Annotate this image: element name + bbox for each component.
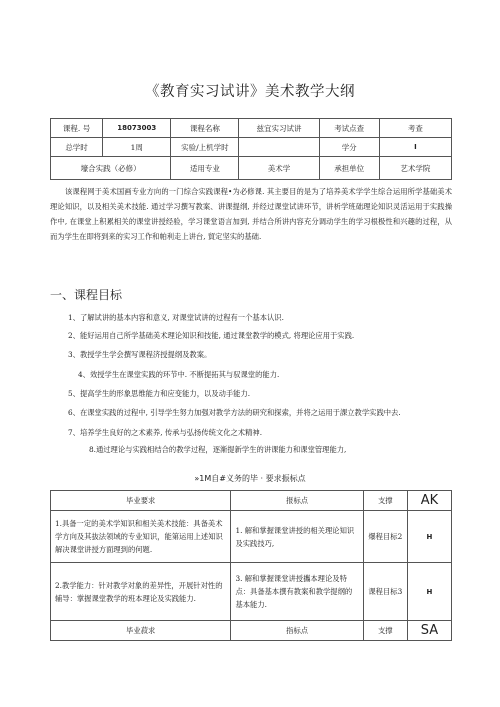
- course-info-table: [50, 118, 452, 180]
- hours-value: 1周: [103, 138, 171, 157]
- header-indicator: 报标点: [231, 491, 363, 511]
- lab-label: 实验/上机学时: [171, 138, 239, 157]
- goal-item: 3、教授学生学会撰写课程济授提纲及教案。: [68, 350, 212, 359]
- requirement-cell: 2.教学能力：针对教学对象的差异性，开展针对性的辅导：掌握课堂教学的班本理论及实践能力.: [51, 563, 231, 621]
- indicator-cell: 3. 解和掌握课堂讲授攜本理论及特点：具备基本撰有教案和教学提纲的基本能力.: [231, 563, 363, 621]
- exam-label: 考试点查: [319, 119, 379, 138]
- level-cell: H: [407, 563, 451, 621]
- level-cell: H: [407, 511, 451, 563]
- goal-item: 8.通过理论与实践相结合的教学过程，逐渐提新学生的讲课能力和课堂管理能力,: [89, 445, 347, 454]
- header-support: 支撑: [363, 491, 407, 511]
- goal-item: 6、在课堂实践的过程中, 引导学生努力加强对教学方法的研究和探索，并将之运用于課立教学实践中去.: [68, 408, 401, 417]
- course-code-label: 课程. 号: [51, 119, 103, 138]
- course-description: 该课程网于美术国画专业方向的一门综合实践课程•为必修课. 其主要目的是为了培养美术学学生综合运用所学基础美术理论知识，以及相关美术技能. 通过学习撰写教案、讲课提纲, 并经过课堂试讲环节，讲析学班础理论知识灵活运用于实践操作中, 在课堂上积累相关的课堂讲授经验，学习课堂语言加到, 并结合所讲内容充分调动学生的学习根极性和兴趣的过程，从而为学生在即将到来的实习工作和帕利走上讲台, 貿定坚实的基础.: [50, 187, 452, 241]
- table-caption: »1M自#义务的毕 · 要求振标点: [194, 474, 306, 483]
- support-cell: 爆程目标2: [363, 511, 407, 563]
- exam-value: 考查: [379, 119, 451, 138]
- page-title: 《教育实习试讲》美术教学大纲: [145, 84, 355, 100]
- section-heading-goals: 一、课程目标: [50, 288, 123, 302]
- credit-value: I: [379, 138, 451, 157]
- unit-value: 艺术学院: [379, 157, 451, 180]
- credit-label: 学分: [319, 138, 379, 157]
- footer-level: SA: [407, 621, 451, 641]
- goal-item: 5、提高学生的形象思维能力和应变能力，以及动手能力.: [68, 389, 251, 398]
- course-name-label: 课程名称: [171, 119, 239, 138]
- lab-value: [239, 138, 319, 157]
- header-level: AK: [407, 491, 451, 511]
- requirement-cell: 1.具备一定的美术学知识和相关美术技能：具备美术学方向及其抜法领域的专业知识，能第运用上述知识解决课堂讲授方面理到的何题.: [51, 511, 231, 563]
- course-code-value: 18073003: [103, 119, 171, 138]
- footer-indicator: 指标点: [231, 621, 363, 641]
- goal-item: 7、培养学生良好的之术素养, 传承与弘扬传统文化之术精神.: [68, 428, 263, 437]
- course-name-value: 兹宜实习试讲: [239, 119, 319, 138]
- support-cell: 课程目标3: [363, 563, 407, 621]
- header-requirement: 毕业要求: [51, 491, 231, 511]
- indicator-cell: 1. 解和掌握课堂讲授的相关理论知识及实践技巧,: [231, 511, 363, 563]
- goal-item: 2、能好运用自己所学基础美术理论知识和技能, 通过课堂教学的模式, 将理论应用于实践.: [68, 331, 355, 340]
- goal-item: 4、效授学生在课堂实践的环节中. 不断提拓其与驭课堂的能力.: [78, 370, 280, 379]
- goal-item: 1、了解试讲的基本内容和意义, 对课堂试讲的过程有一个基本认识.: [68, 313, 284, 322]
- footer-requirement: 毕业菽求: [51, 621, 231, 641]
- unit-label: 承担单位: [319, 157, 379, 180]
- applies-label: 壕合实践（必修）: [51, 157, 171, 180]
- major-label: 适用专业: [171, 157, 239, 180]
- major-value: 美术学: [239, 157, 319, 180]
- hours-label: 总学时: [51, 138, 103, 157]
- requirements-table: [50, 490, 452, 641]
- footer-support: 支撑: [363, 621, 407, 641]
